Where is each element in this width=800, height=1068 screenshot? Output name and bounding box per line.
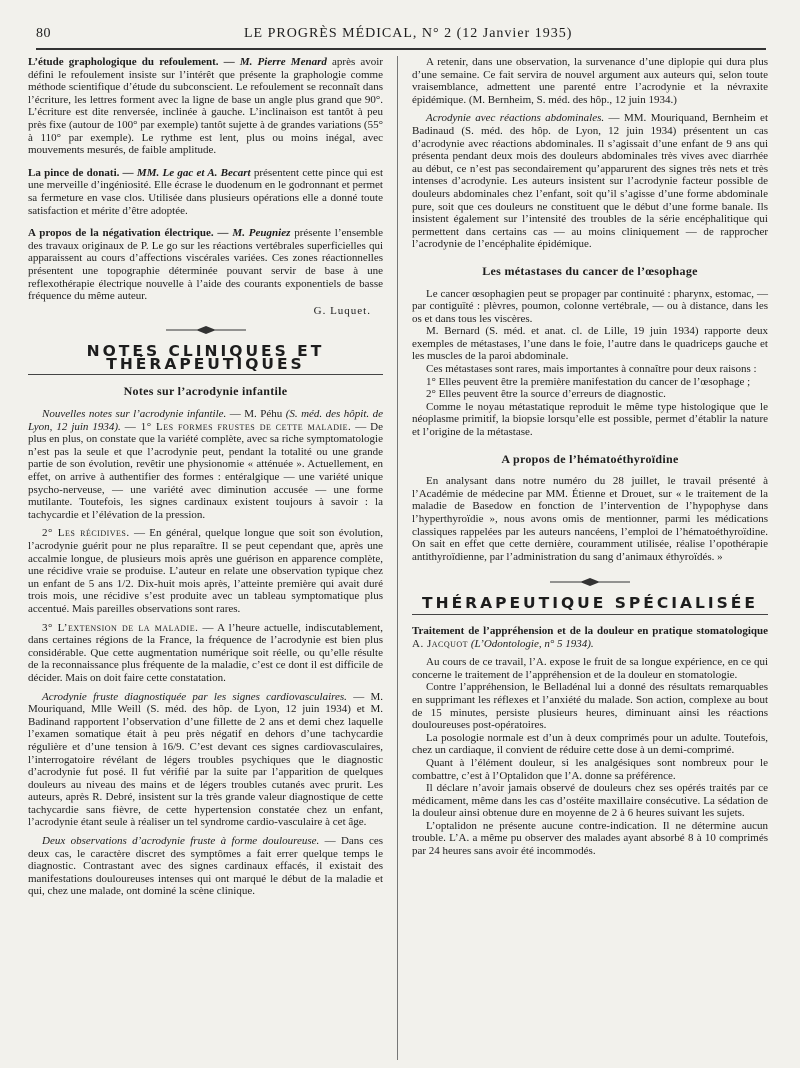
article-text: présentent cette pince qui est une merveille d’ingéniosité. Elle écrase le duodenum en le godronnant et permet sa fermeture en vase clos. Utilisée dans plusieurs opérations elle a donné toute satisfaction et mérite d’être adoptée. (28, 166, 384, 217)
article-source: (S. méd. des hôpit. de Lyon, 12 juin 1934). (28, 408, 384, 433)
page-number: 80 (36, 26, 51, 41)
article-lead: L’étude graphologique du refoulement. (28, 56, 219, 68)
article-negativation (28, 227, 383, 303)
article-ref: Deux observations d’acrodynie fruste à forme douloureuse. (42, 835, 320, 848)
paragraph: En analysant dans notre numéro du 28 juillet, le travail présenté à l’Académie de médecine par MM. Étienne et Drouet, sur « le traitement de la maladie de Basedow en fonction de l’intervention de l’hypophyse dans l’hyperthyroïdie », nous avons omis de mentionner, parmi les médications classiques rappelées par les auteurs nancéens, l’emploi de l’hématoéthyroïdine. On sait en effet que cette dernière, couramment utilisée, réalise l’opothérapie antithyroïdienne, par l’administration du sang d’animaux éthyroïdés. » (412, 475, 768, 563)
paragraph: Il déclare n’avoir jamais observé de douleurs chez ses opérés traités par ce médicament, même dans les cas d’ostéite maxillaire consécutive. La sédation de la douleur ainsi obtenue dure en moyenne de 2 à 6 heures suivant les sujets. (412, 782, 768, 820)
article-lead: A propos de la négativation électrique. (28, 227, 214, 240)
article-text: — M. Mouriquand, Mlle Weill (S. méd. des hôp. de Lyon, 12 juin 1934) et M. Badinand rapportent l’observation d’une fillette de 2 ans et demi chez laquelle l’examen somatique était à peu près négatif en dehors d’une tachycardie régulière et d’une tension à 16/9. C’est devant ces signes cardiovasculaires, l’interrogatoire révélant de légers troubles psychiques que le diagnostic d’acrodynie fut posé. Il fut vérifié par la suite par l’apparition de quelques douleurs au niveau des mains et de légers troubles cutanés avec prurit. Les auteurs, après R. Debré, insistent sur la très grande valeur diagnostique de cette tachycardie sans fièvre, de cette hypertension constatée chez un enfant, l’acrodynie étant seule à réaliser un tel syndrome cardio-vasculaire à cet âge. (28, 690, 384, 829)
section-rule (28, 374, 383, 375)
article-text: — En général, quelque longue que soit son évolution, l’acrodynie guérit pour ne plus reparaître. Il se peut cependant que, après une accalmie longue, de plusieurs mois après une guérison en apparence complète, une récidive vraie se produise. L’auteur en relate une observation typique chez un enfant de 5 ans 1/2. Dix-huit mois après, l’atteinte première qui avait duré trois mois, une récidive s’est produite avec un tableau symptomatique plus accentué. Mais pareilles observations sont rares. (28, 527, 384, 615)
article-text: après avoir défini le refoulement insiste sur l’intérêt que présente la graphologie comme méthode scientifique d’étude du subconscient. Le refoulement se reconnaît dans l’écriture, les lettres forment avec la ligne de base un angle plus grand que 90°. L’écriture est dite renversée, inclinée à gauche. L’inclinaison est tantôt à peu près fixe (autour de 100° par exemple) tantôt sujette à de grandes variations (55° à 110° par exemple). Le rythme est lent, plus ou moins inégal, avec mouvements mesurés, de faible amplitude. (28, 56, 383, 157)
header-rule (36, 48, 766, 50)
item-label: 2° Les récidives. (42, 527, 130, 540)
article-ref: Nouvelles notes sur l’acrodynie infantile. (42, 408, 227, 421)
article-pince-donati (28, 167, 383, 217)
article-ref: Acrodynie fruste diagnostiquée par les signes cardiovasculaires. (42, 690, 347, 703)
paragraph-recidives (28, 527, 383, 615)
paragraph: M. Bernard (S. méd. et anat. cl. de Lille, 19 juin 1934) rapporte deux exemples de métastases, l’une dans le foie, l’autre dans le quadriceps gauche et les muscles de la paroi abdominale. (412, 325, 768, 363)
paragraph-extension (28, 622, 383, 685)
signature: G. Luquet. (313, 304, 371, 317)
article-source: (L’Odontologie, n° 5 1934). (470, 637, 594, 650)
item-label: — 1° Les formes frustes de cette maladie. (124, 420, 352, 433)
paragraph-diplopie: A retenir, dans une observation, la survenance d’une diplopie qui dura plus d’une semaine. Ce fait servira de nouvel argument aux auteurs qui, selon toute vraisemblance, admettent une parenté entre l’acrodynie et la névraxite épidémique. (M. Bernheim, S. méd. des hôp., 12 juin 1934.) (412, 56, 768, 106)
running-head (36, 26, 766, 44)
article-text: — A l’heure actuelle, indiscutablement, dans certaines régions de la France, la fréquence de l’acrodynie est bien plus considérable. Que cette augmentation numérique soit réelle, ou qu’elle résulte de la reconnaissance plus fréquente de la maladie, c’est ce dont il est difficile de décider. Mais on doit faire cette constatation. (28, 621, 383, 684)
article-text: — De plus en plus, on constate que la variété complète, avec sa riche symptomatologie n’est pas la seule et que l’acrodynie peut, pendant la totalité ou une grande partie de son évolution, revêtir une physionomie « atténuée ». Actuellement, en effet, on arrive à authentifier des formes : entéralgique — une variété unique psycho-nerveuse, — une variété avec diminution accusée — une forme mutilante. Toutefois, les signes cardinaux existent toujours à savoir : la tachycardie et l’élévation de la pression. (28, 420, 384, 521)
section-title: THÉRAPEUTIQUE SPÉCIALISÉE (422, 594, 758, 613)
paragraph: 2° Elles peuvent être la source d’erreurs de diagnostic. (426, 388, 666, 401)
article-author: A. Jacquot (412, 637, 469, 650)
paragraph-fruste-cardio (28, 691, 383, 830)
paragraph-pehu (28, 408, 383, 521)
paragraph: Quant à l’élément douleur, si les analgésiques sont nombreux pour le combattre, c’est à l’Optalidon que l’A. donne sa préférence. (412, 756, 768, 782)
paragraph: Au cours de ce travail, l’A. expose le fruit de sa longue expérience, en ce qui concerne le traitement de l’appréhension et de la douleur en stomatologie. (412, 656, 768, 681)
left-column (28, 56, 383, 898)
paragraph: La posologie normale est d’un à deux comprimés pour un adulte. Toutefois, chez un cardiaque, il convient de réduire cette dose à un demi-comprimé. (412, 731, 768, 757)
heading-hematoethyroidine: A propos de l’hématoéthyroïdine (501, 451, 679, 466)
ornament-divider (28, 325, 383, 335)
paragraph: Contre l’appréhension, le Belladénal lui a donné des résultats remarquables en supprimant les réflexes et l’anxiété du malade. Son action, complexe au bout de 15 minutes, persiste plusieurs heures, diminuant ainsi les réactions douloureuses post-opératoires. (412, 681, 768, 732)
paragraph-reactions-abdominales (412, 112, 768, 251)
section-title: NOTES CLINIQUES ET THÉRAPEUTIQUES (86, 342, 325, 373)
column-separator (397, 56, 398, 1060)
article-text: présente l’ensemble des travaux originaux de P. Le go sur les réactions vertébrales superficielles qui apparaissent au cours d’affections viscérales variées. Ces zones réactionnelles présentent une topographie déterminée pouvant servir de base à une reflexothérapie électrique nouvelle à l’aide des courants exponentiels de basse fréquence du même auteur. (28, 227, 384, 303)
article-text: — MM. Mouriquand, Bernheim et Badinaud (S. méd. des hôp. de Lyon, 12 juin 1934) présentent un cas d’acrodynie avec réactions abdominales. Il s’agissait d’une enfant de 9 ans qui présenta pendant deux mois des douleurs abdominales très vives avec diarrhée au début, ce n’est pas secondairement qu’apparurent des signes très nets et très intenses d’acrodynie. Les auteurs insistent sur l’acrodynie facteur possible de douleurs abdominales chez l’enfant, soit qu’il s’agisse d’une forme abdominale pure, soit que ces douleurs ne constituent que le début d’une forme banale. Ils insistent également sur l’intensité des troubles de la série encéphalitique qui permettent dans certains cas — au moins cliniquement — de rapprocher l’acrodynie de l’encéphalite épidémique. (412, 112, 768, 251)
subsection-title: Notes sur l’acrodynie infantile (123, 384, 288, 399)
article-stomatologie (412, 625, 768, 650)
right-column (412, 56, 768, 858)
article-lead: La pince de donati. (28, 166, 120, 179)
article-text: — Dans ces deux cas, le caractère discret des symptômes a fait errer quelque temps le diagnostic. Contrastant avec des signes cardinaux effacés, il existait des manifestations douloureuses intenses qui ont marqué le début de la maladie et qui, chez une malade, ont dominé la scène clinique. (28, 835, 383, 898)
paragraph-fruste-douloureuse (28, 835, 383, 898)
item-label: 3° L’extension de la maladie. (42, 621, 199, 634)
article-lead: Traitement de l’appréhension et de la douleur en pratique stomatologique (412, 624, 768, 637)
ornament-divider (412, 577, 768, 587)
section-rule (412, 614, 768, 615)
article-author: — MM. Le gac et A. Becart (122, 166, 251, 179)
journal-title: LE PROGRÈS MÉDICAL, N° 2 (12 Janvier 1935) (244, 26, 573, 41)
paragraph: 1° Elles peuvent être la première manifestation du cancer de l’œsophage ; (426, 375, 751, 388)
article-author: — M. Péhu (229, 408, 283, 421)
article-author: — M. Pierre Menard (223, 56, 327, 68)
article-graphologie (28, 56, 383, 157)
paragraph: Le cancer œsophagien peut se propager par continuité : pharynx, estomac, — par contiguïté : plèvres, poumon, colonne vertébrale, — ou à distance, dans les os et dans tous les viscères. (412, 287, 768, 325)
article-ref: Acrodynie avec réactions abdominales. (426, 112, 605, 125)
paragraph: Comme le noyau métastatique reproduit le même type histologique que le néoplasme primitif, la biopsie lorsqu’elle est possible, permet d’établir la nature et l’origine de la métastase. (412, 400, 768, 439)
heading-metastases: Les métastases du cancer de l’œsophage (482, 263, 698, 278)
paragraph: L’optalidon ne présente aucune contre-indication. Il ne détermine aucun trouble. L’A. a même pu observer des malades ayant absorbé 8 à 10 comprimés par 24 heures sans avoir été incommodés. (412, 819, 768, 858)
paragraph: Ces métastases sont rares, mais importantes à connaître pour deux raisons : (426, 363, 757, 376)
article-author: — M. Peugniez (217, 227, 291, 240)
